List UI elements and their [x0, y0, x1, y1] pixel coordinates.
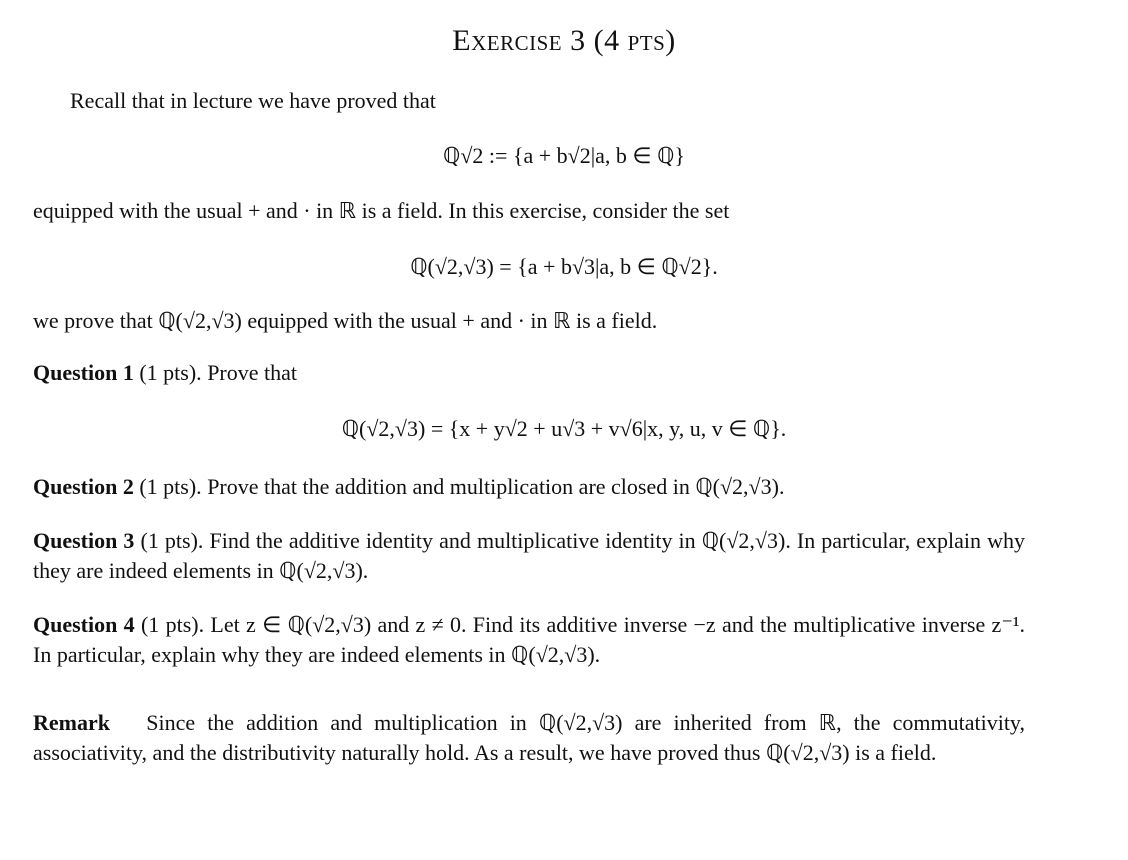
- equation-q-sqrt2: ℚ√2 := {a + b√2|a, b ∈ ℚ}: [443, 143, 685, 168]
- question-3-points: (1 pts).: [140, 528, 204, 553]
- remark-label: Remark: [33, 710, 110, 735]
- question-2-label: Question 2: [33, 474, 134, 499]
- question-3-text: Find the additive identity and multiplicative identity in ℚ(√2,√3). In particular, explain why they are indeed elements in ℚ(√2,√3).: [33, 528, 1026, 583]
- intro-text: Recall that in lecture we have proved that: [70, 88, 436, 113]
- exercise-title: Exercise 3 (4 pts): [452, 24, 676, 57]
- question-2-text: Prove that the addition and multiplication are closed in ℚ(√2,√3).: [207, 474, 785, 499]
- remark-text: Since the addition and multiplication in ℚ(√2,√3) are inherited from ℝ, the commutativity, associativity, and the distributivity naturally hold. As a result, we have proved thus ℚ(√2,√3) is a field.: [33, 710, 1025, 765]
- question-1-points: (1 pts).: [139, 360, 202, 385]
- paragraph-goal: we prove that ℚ(√2,√3) equipped with the usual + and · in ℝ is a field.: [33, 308, 658, 333]
- question-4-points: (1 pts).: [140, 612, 205, 637]
- question-1-label: Question 1: [33, 360, 134, 385]
- equation-q-sqrt2-sqrt3-definition: ℚ(√2,√3) = {a + b√3|a, b ∈ ℚ√2}.: [410, 254, 718, 279]
- question-2: [33, 472, 1025, 502]
- question-2-points: (1 pts).: [139, 474, 202, 499]
- question-4-label: Question 4: [33, 612, 135, 637]
- question-3-label: Question 3: [33, 528, 135, 553]
- question-3: [33, 526, 1025, 586]
- question-4-text: Let z ∈ ℚ(√2,√3) and z ≠ 0. Find its additive inverse −z and the multiplicative inverse z⁻¹. In particular, explain why they are indeed elements in ℚ(√2,√3).: [33, 612, 1026, 667]
- paragraph-field-statement: equipped with the usual + and · in ℝ is a field. In this exercise, consider the set: [33, 198, 730, 223]
- question-1: [33, 358, 1025, 388]
- remark: [33, 708, 1025, 768]
- question-4: [33, 610, 1025, 670]
- question-1-text: Prove that: [207, 360, 298, 385]
- equation-q1-basis: ℚ(√2,√3) = {x + y√2 + u√3 + v√6|x, y, u, v ∈ ℚ}.: [341, 416, 787, 441]
